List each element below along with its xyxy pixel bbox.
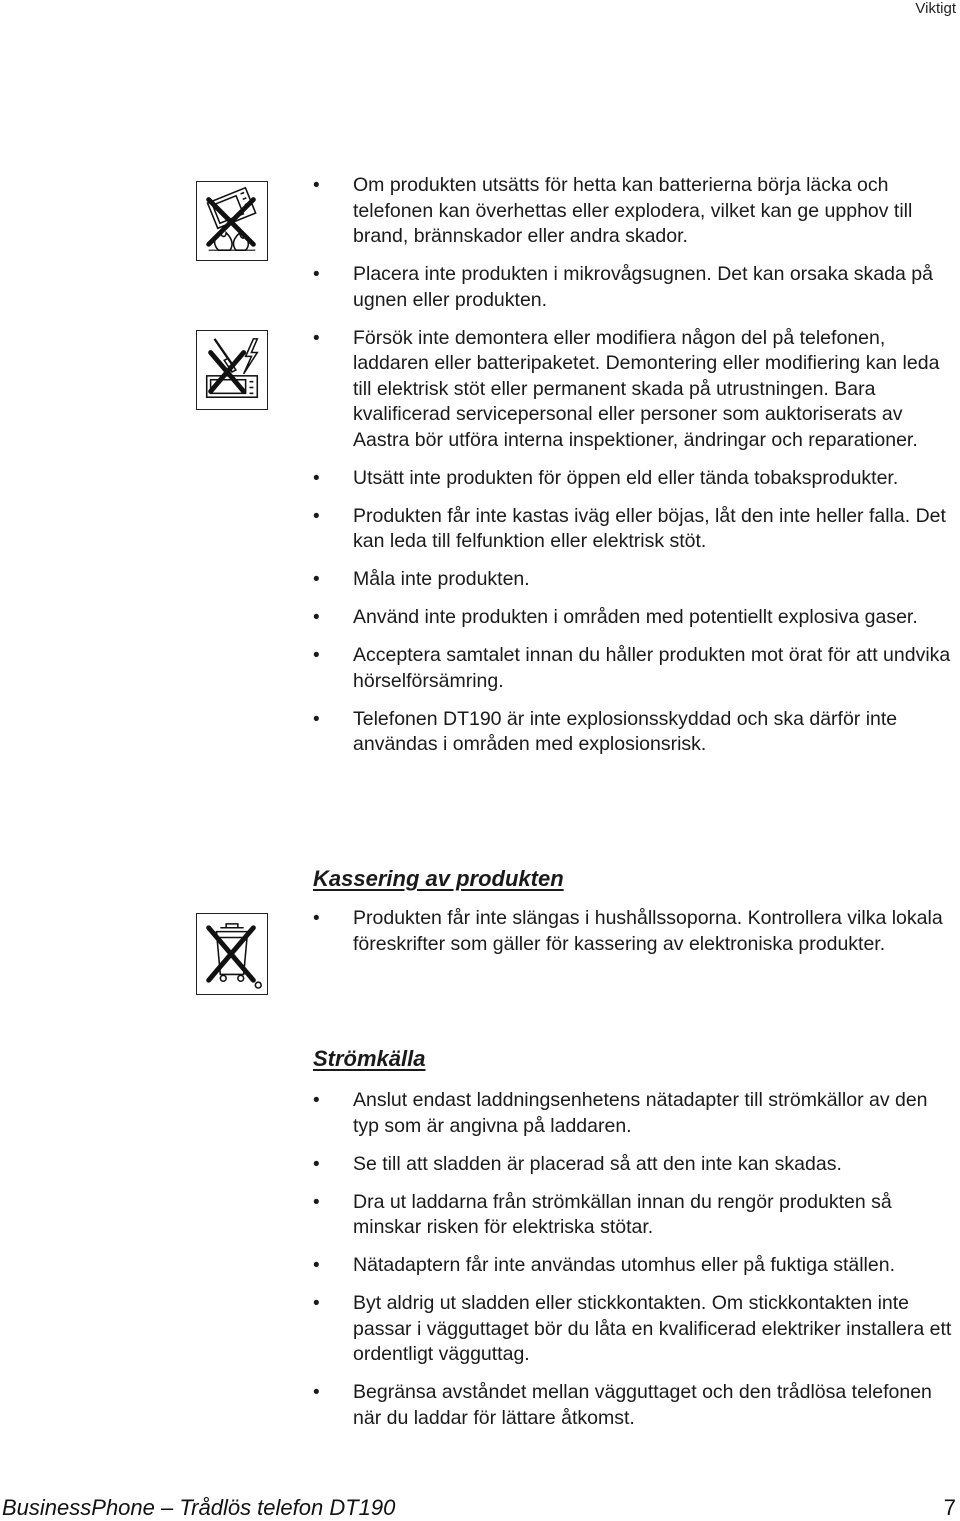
list-item: • Produkten får inte slängas i hushållssoporna. Kontrollera vilka lokala föreskrifter som gäller för kassering av elektroniska produkter. (313, 906, 958, 957)
list-item: • Dra ut laddarna från strömkällan innan du rengör produkten så minskar risken för elektriska stötar. (313, 1190, 958, 1241)
list-item: • Måla inte produkten. (313, 567, 958, 593)
disassemble-prohibited-icon (196, 330, 268, 410)
disposal-section (313, 866, 958, 970)
list-item: • Byt aldrig ut sladden eller stickkontakten. Om stickkontakten inte passar i vägguttaget bör du låta en kvalificerad elektriker installera ett ordentligt vägguttag. (313, 1291, 958, 1368)
list-item: • Om produkten utsätts för hetta kan batterierna börja läcka och telefonen kan överhettas eller explodera, vilket kan ge upphov till brand, brännskador eller andra skador. (313, 173, 958, 250)
list-item: • Se till att sladden är placerad så att den inte kan skadas. (313, 1152, 958, 1178)
safety-list (313, 173, 958, 758)
list-item: • Utsätt inte produkten för öppen eld eller tända tobaksprodukter. (313, 466, 958, 492)
disposal-list (313, 906, 958, 957)
list-item: • Använd inte produkten i områden med potentiellt explosiva gaser. (313, 605, 958, 631)
power-section (313, 1046, 958, 1444)
safety-section (313, 173, 958, 770)
power-heading: Strömkälla (313, 1046, 426, 1071)
list-item: • Acceptera samtalet innan du håller produkten mot örat för att undvika hörselförsämring. (313, 643, 958, 694)
list-item: • Försök inte demontera eller modifiera någon del på telefonen, laddaren eller batteripaketet. Demontering eller modifiering kan leda till elektrisk stöt eller permanent skada på utrustningen. Bara kvalificerad servicepersonal eller personer som auktoriserats av Aastra bör utföra interna inspektioner, ändringar och reparationer. (313, 326, 958, 454)
crossed-out-bin-icon (196, 913, 268, 995)
list-item: • Placera inte produkten i mikrovågsugnen. Det kan orsaka skada på ugnen eller produkten. (313, 262, 958, 313)
list-item: • Nätadaptern får inte användas utomhus eller på fuktiga ställen. (313, 1253, 958, 1279)
list-item: • Anslut endast laddningsenhetens nätadapter till strömkällor av den typ som är angivna på laddaren. (313, 1088, 958, 1139)
footer-title: BusinessPhone – Trådlös telefon DT190 (2, 1495, 396, 1520)
page-number: 7 (943, 1495, 956, 1520)
microwave-fire-prohibited-icon (196, 181, 268, 261)
list-item: • Begränsa avståndet mellan vägguttaget och den trådlösa telefonen när du laddar för lättare åtkomst. (313, 1380, 958, 1431)
list-item: • Telefonen DT190 är inte explosionsskyddad och ska därför inte användas i områden med explosionsrisk. (313, 707, 958, 758)
disposal-heading: Kassering av produkten (313, 866, 564, 891)
list-item: • Produkten får inte kastas iväg eller böjas, låt den inte heller falla. Det kan leda till felfunktion eller elektrisk stöt. (313, 504, 958, 555)
power-list (313, 1088, 958, 1431)
section-label: Viktigt (915, 0, 956, 17)
